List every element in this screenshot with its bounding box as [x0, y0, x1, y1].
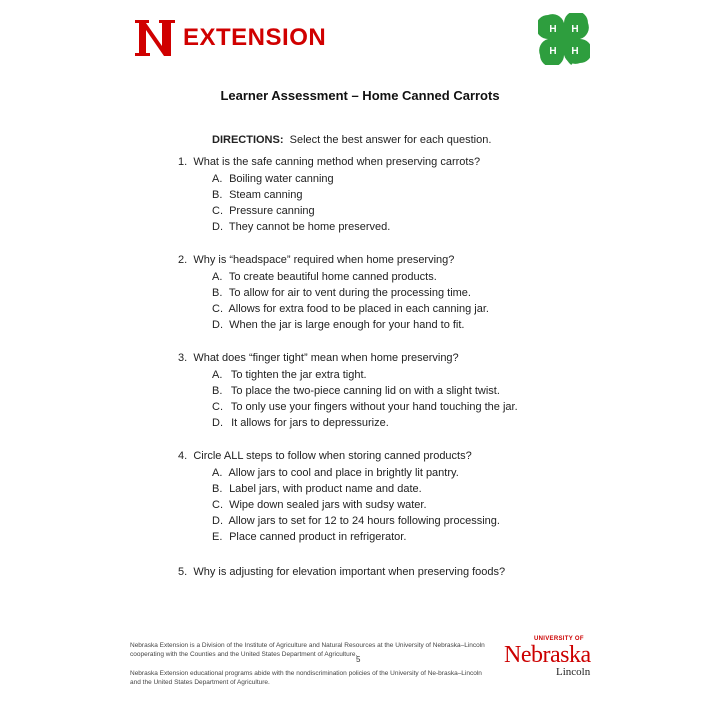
option-2d[interactable] [212, 319, 464, 331]
option-1d[interactable] [212, 221, 390, 233]
option-text: Allow jars to cool and place in brightly lit pantry. [228, 467, 459, 479]
question-text: What does “finger tight” mean when home preserving? [193, 352, 459, 364]
option-letter: D. [212, 319, 223, 331]
clover-letter: H [549, 46, 557, 57]
unl-logo [500, 636, 595, 678]
option-letter: C. [212, 499, 223, 511]
option-text: Wipe down sealed jars with sudsy water. [229, 499, 427, 511]
option-text: Label jars, with product name and date. [229, 483, 422, 495]
extension-label: EXTENSION [183, 24, 327, 51]
option-2a[interactable] [212, 271, 437, 283]
unl-logo-wordmark: Nebraska [504, 642, 591, 668]
clover-letter: H [549, 24, 557, 35]
directions-text: Select the best answer for each question. [289, 134, 492, 146]
directions-label: DIRECTIONS: [212, 134, 284, 146]
option-letter: C. [212, 205, 223, 217]
directions [212, 134, 491, 146]
option-4d[interactable] [212, 515, 500, 527]
option-text: When the jar is large enough for your hand to fit. [229, 319, 465, 331]
page-number: 5 [356, 655, 361, 664]
footer-disclaimer-1: Nebraska Extension is a Division of the Institute of Agriculture and Natural Resources at the University of Nebraska–Lincoln cooperating with the Counties and the United States Department of Agriculture. [130, 642, 485, 658]
option-letter: A. [212, 369, 223, 381]
option-letter: B. [212, 287, 223, 299]
option-letter: E. [212, 531, 223, 543]
footer-disclaimer-2: Nebraska Extension educational programs abide with the nondiscrimination policies of the University of Ne-braska–Lincoln and the United States Department of Agriculture. [130, 670, 482, 686]
option-text: Place canned product in refrigerator. [229, 531, 407, 543]
option-3a[interactable] [212, 369, 367, 381]
option-text: To only use your fingers without your hand touching the jar. [230, 401, 518, 413]
option-text: To allow for air to vent during the processing time. [228, 287, 471, 299]
four-h-clover-logo [538, 13, 590, 70]
question-number: 4. [178, 450, 188, 462]
option-4b[interactable] [212, 483, 422, 495]
option-letter: B. [212, 189, 223, 201]
option-letter: C. [212, 303, 223, 315]
unl-logo-lincoln: Lincoln [556, 666, 591, 678]
option-3b[interactable] [212, 385, 500, 397]
question-text: Circle ALL steps to follow when storing canned products? [193, 450, 472, 462]
question-1 [178, 156, 480, 168]
option-letter: D. [212, 515, 223, 527]
question-text: Why is “headspace” required when home preserving? [193, 254, 455, 266]
unl-logo-top: UNIVERSITY OF [534, 636, 584, 642]
option-text: It allows for jars to depressurize. [231, 417, 389, 429]
question-number: 3. [178, 352, 188, 364]
option-4c[interactable] [212, 499, 427, 511]
question-number: 5. [178, 566, 188, 578]
nebraska-n-logo [133, 16, 177, 60]
option-2c[interactable] [212, 303, 489, 315]
option-letter: A. [212, 467, 223, 479]
option-text: Allows for extra food to be placed in each canning jar. [228, 303, 489, 315]
option-letter: D. [212, 417, 223, 429]
question-text: Why is adjusting for elevation important when preserving foods? [193, 566, 506, 578]
clover-letter: H [571, 46, 579, 57]
question-number: 1. [178, 156, 188, 168]
question-4 [178, 450, 472, 462]
option-4e[interactable] [212, 531, 406, 543]
question-number: 2. [178, 254, 188, 266]
option-letter: A. [212, 173, 223, 185]
option-text: To tighten the jar extra tight. [230, 369, 367, 381]
option-text: To place the two-piece canning lid on with a slight twist. [230, 385, 500, 397]
option-letter: D. [212, 221, 223, 233]
option-letter: C. [212, 401, 223, 413]
question-3 [178, 352, 459, 364]
page-title: Learner Assessment – Home Canned Carrots [220, 88, 500, 103]
option-letter: A. [212, 271, 223, 283]
option-3c[interactable] [212, 401, 518, 413]
question-text: What is the safe canning method when preserving carrots? [193, 156, 481, 168]
page-header [0, 0, 720, 70]
option-2b[interactable] [212, 287, 471, 299]
option-1b[interactable] [212, 189, 302, 201]
option-4a[interactable] [212, 467, 459, 479]
option-letter: B. [212, 483, 223, 495]
option-text: Steam canning [229, 189, 303, 201]
question-5 [178, 566, 505, 578]
option-text: They cannot be home preserved. [228, 221, 391, 233]
question-2 [178, 254, 454, 266]
option-text: Boiling water canning [229, 173, 334, 185]
option-letter: B. [212, 385, 223, 397]
option-text: To create beautiful home canned products. [228, 271, 437, 283]
clover-letter: H [571, 24, 579, 35]
option-1a[interactable] [212, 173, 334, 185]
option-text: Pressure canning [229, 205, 315, 217]
option-3d[interactable] [212, 417, 389, 429]
option-1c[interactable] [212, 205, 315, 217]
option-text: Allow jars to set for 12 to 24 hours following processing. [228, 515, 500, 527]
